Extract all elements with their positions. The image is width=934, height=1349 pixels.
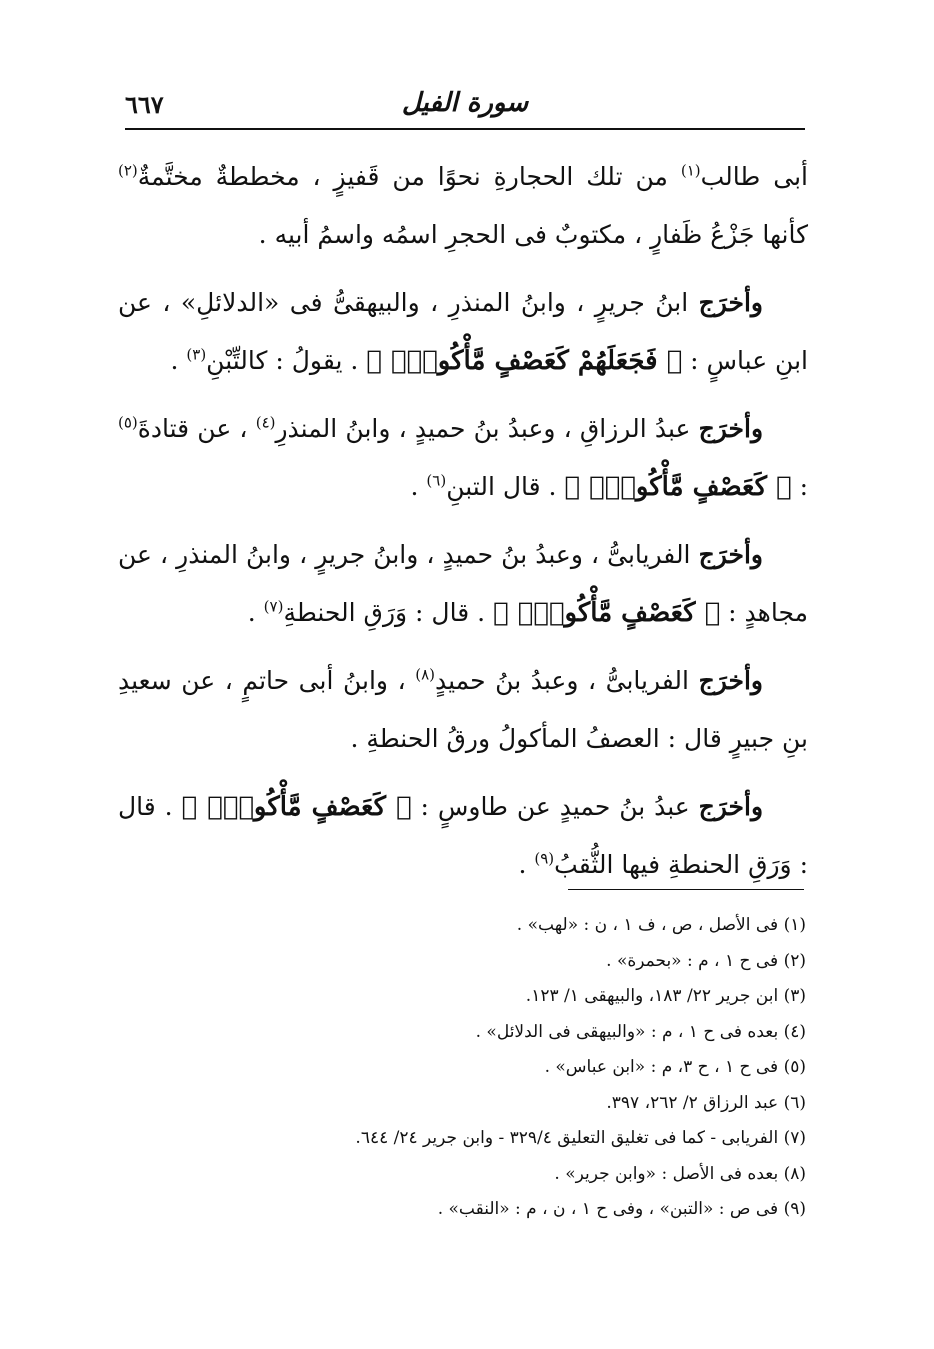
text: ، عن قتادةَ <box>137 414 256 443</box>
footnote-ref[interactable]: (١) <box>680 161 701 180</box>
footnote-ref[interactable]: (٧) <box>263 597 284 616</box>
footnote-ref[interactable]: (٥) <box>118 413 138 432</box>
main-text <box>118 148 808 904</box>
footnote-5: (٥) فى ح ١ ، ح ٣، م : «ابن عباس» . <box>544 1057 806 1077</box>
footnote-ref[interactable]: (٤) <box>255 413 276 432</box>
footnote-7: (٧) الفريابى - كما فى تغليق التعليق ٣٢٩/٤ - وابن جرير ٢٤/ ٦٤٤. <box>355 1128 806 1148</box>
footnote-8: (٨) بعده فى الأصل : «وابن جرير» . <box>554 1163 806 1184</box>
text: أبى طالب <box>700 162 808 191</box>
paragraph-3 <box>118 400 808 516</box>
footnote-ref[interactable]: (٩) <box>534 849 555 868</box>
page-number: ٦٦٧ <box>125 90 164 119</box>
text: . <box>247 598 264 627</box>
footnote-2: (٢) فى ح ١ ، م : «بحمرة» . <box>606 950 806 971</box>
paragraph-6 <box>118 778 808 894</box>
lead-word: وأخرَج <box>698 792 764 821</box>
paragraph-1 <box>118 148 808 264</box>
paragraph-4 <box>118 526 808 642</box>
paragraph-2 <box>118 274 808 390</box>
text: الفريابىُّ ، وعبدُ بنُ حميدٍ ، وابنُ جريرٍ ، وابنُ المنذرِ ، عن مجاهدٍ : <box>118 540 808 627</box>
surah-title: سورة الفيل <box>401 88 529 118</box>
text: . <box>410 472 427 501</box>
text: . يقولُ : كالتِّبْنِ <box>206 346 367 375</box>
running-header <box>125 82 805 122</box>
text: كأنها جَزْعُ ظَفارٍ ، مكتوبٌ فى الحجرِ اسمُه واسمُ أبيه . <box>258 220 808 249</box>
text: ، وابنُ أبى حاتمٍ ، عن سعيدِ بنِ جبيرٍ قال : العصفُ المأكولُ ورقُ الحنطةِ . <box>118 666 808 753</box>
text: عبدُ الرزاقِ ، وعبدُ بنُ حميدٍ ، وابنُ المنذرِ <box>275 414 699 443</box>
text: : <box>791 472 808 501</box>
paragraph-5 <box>118 652 808 768</box>
header-rule <box>125 128 805 130</box>
footnote-ref[interactable]: (٢) <box>118 161 138 180</box>
footnote-9: (٩) فى ص : «التبن» ، وفى ح ١ ، ن ، م : «النقب» . <box>437 1199 806 1219</box>
footnote-4: (٤) بعده فى ح ١ ، م : «والبيهقى فى الدلائل» . <box>475 1021 806 1042</box>
lead-word: وأخرَج <box>698 540 763 569</box>
text: من تلك الحجارةِ نحوًا من قَفيزٍ ، مخططةٌ مختَّمةٌ <box>137 162 681 191</box>
text: . قال : وَرَقِ الحنطةِ فيها الثُّقبُ <box>118 792 808 879</box>
lead-word: وأخرَج <box>698 414 764 443</box>
quran-quote: ﴿ كَعَصْفٍ مَّأْكُولِۭ ﴾ <box>493 598 721 628</box>
text: . قال : وَرَقِ الحنطةِ <box>283 598 493 627</box>
footnote-ref[interactable]: (٣) <box>186 345 207 364</box>
footnote-1: (١) فى الأصل ، ص ، ف ١ ، ن : «لهب» . <box>516 915 806 935</box>
quran-quote: ﴿ كَعَصْفٍ مَّأْكُولِۭ ﴾ <box>181 792 412 822</box>
lead-word: وأخرَج <box>698 288 763 317</box>
quran-quote: ﴿ فَجَعَلَهُمْ كَعَصْفٍ مَّأْكُولِۭ ﴾ <box>366 346 683 376</box>
text: . قال التبنِ <box>446 472 565 501</box>
text: . <box>170 346 187 375</box>
text: ابنُ جريرٍ ، وابنُ المنذرِ ، والبيهقىُّ فى «الدلائلِ» ، عن ابنِ عباسٍ : <box>118 288 808 375</box>
footnotes <box>300 908 806 1228</box>
footnote-6: (٦) عبد الرزاق ٢/ ٢٦٢، ٣٩٧. <box>606 1092 806 1113</box>
quran-quote: ﴿ كَعَصْفٍ مَّأْكُولِۭ ﴾ <box>564 472 792 502</box>
footnote-separator <box>568 889 804 890</box>
footnote-ref[interactable]: (٨) <box>415 665 436 684</box>
footnote-3: (٣) ابن جرير ٢٢/ ١٨٣، والبيهقى ١/ ١٢٣. <box>525 986 806 1006</box>
text: . <box>518 850 535 879</box>
footnote-ref[interactable]: (٦) <box>426 471 447 490</box>
lead-word: وأخرَج <box>698 666 763 695</box>
text: عبدُ بنُ حميدٍ عن طاوسٍ : <box>411 792 699 821</box>
text: الفريابىُّ ، وعبدُ بنُ حميدٍ <box>435 666 699 695</box>
